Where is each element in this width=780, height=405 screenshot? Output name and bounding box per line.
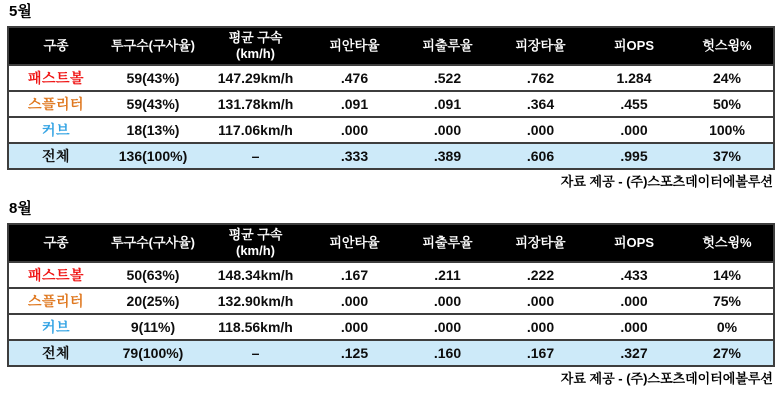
column-header-obp-against: 피출루율 bbox=[401, 27, 494, 65]
column-header-ops-against: 피OPS bbox=[587, 27, 681, 65]
stat-cell: 118.56km/h bbox=[203, 314, 308, 340]
row-label-total: 전체 bbox=[8, 340, 103, 366]
table-row-fastball bbox=[8, 262, 774, 288]
stat-cell: 9(11%) bbox=[103, 314, 203, 340]
stat-cell: – bbox=[203, 143, 308, 169]
stat-cell: 50(63%) bbox=[103, 262, 203, 288]
stat-cell: 148.34km/h bbox=[203, 262, 308, 288]
stat-cell: .222 bbox=[494, 262, 587, 288]
page bbox=[0, 3, 780, 405]
stat-cell: .455 bbox=[587, 91, 681, 117]
stat-cell: .433 bbox=[587, 262, 681, 288]
column-header-slg-against: 피장타율 bbox=[494, 27, 587, 65]
table-row-splitter bbox=[8, 288, 774, 314]
row-label-curve: 커브 bbox=[8, 117, 103, 143]
stat-cell: .995 bbox=[587, 143, 681, 169]
stat-cell: .000 bbox=[587, 117, 681, 143]
stat-cell: 14% bbox=[681, 262, 774, 288]
column-header-obp-against: 피출루율 bbox=[401, 224, 494, 262]
column-header-avg-against: 피안타율 bbox=[308, 27, 401, 65]
stat-cell: 79(100%) bbox=[103, 340, 203, 366]
stats-table-may bbox=[7, 26, 775, 170]
stat-cell: 18(13%) bbox=[103, 117, 203, 143]
stat-cell: .091 bbox=[308, 91, 401, 117]
stat-cell: 59(43%) bbox=[103, 91, 203, 117]
stat-cell: .000 bbox=[401, 288, 494, 314]
stat-cell: 27% bbox=[681, 340, 774, 366]
stat-cell: – bbox=[203, 340, 308, 366]
stat-cell: .000 bbox=[494, 314, 587, 340]
row-label-splitter: 스플리터 bbox=[8, 288, 103, 314]
row-label-fastball: 패스트볼 bbox=[8, 65, 103, 91]
column-header-slg-against: 피장타율 bbox=[494, 224, 587, 262]
stat-cell: .160 bbox=[401, 340, 494, 366]
stat-cell: .167 bbox=[308, 262, 401, 288]
stat-cell: 147.29km/h bbox=[203, 65, 308, 91]
stat-cell: 131.78km/h bbox=[203, 91, 308, 117]
data-credit: 자료 제공 - (주)스포츠데이터에볼루션 bbox=[560, 371, 773, 386]
table-row-total bbox=[8, 143, 774, 169]
row-label-splitter: 스플리터 bbox=[8, 91, 103, 117]
stat-cell: .333 bbox=[308, 143, 401, 169]
stat-cell: .000 bbox=[308, 288, 401, 314]
stats-table-august bbox=[7, 223, 775, 367]
stat-cell: .476 bbox=[308, 65, 401, 91]
stat-cell: 1.284 bbox=[587, 65, 681, 91]
stat-cell: 117.06km/h bbox=[203, 117, 308, 143]
stat-cell: 59(43%) bbox=[103, 65, 203, 91]
stat-cell: 50% bbox=[681, 91, 774, 117]
stat-cell: .000 bbox=[308, 117, 401, 143]
column-header-avg-against: 피안타율 bbox=[308, 224, 401, 262]
column-header-pitch-type: 구종 bbox=[8, 224, 103, 262]
stat-cell: .364 bbox=[494, 91, 587, 117]
table-row-fastball bbox=[8, 65, 774, 91]
stat-cell: 100% bbox=[681, 117, 774, 143]
column-header-whiff-rate: 헛스윙% bbox=[681, 224, 774, 262]
table-row-splitter bbox=[8, 91, 774, 117]
column-header-whiff-rate: 헛스윙% bbox=[681, 27, 774, 65]
stat-cell: .091 bbox=[401, 91, 494, 117]
column-header-avg-speed: 평균 구속 (km/h) bbox=[203, 224, 308, 262]
stat-cell: 20(25%) bbox=[103, 288, 203, 314]
row-label-fastball: 패스트볼 bbox=[8, 262, 103, 288]
stat-cell: 37% bbox=[681, 143, 774, 169]
table-row-curve bbox=[8, 314, 774, 340]
stat-cell: .000 bbox=[494, 117, 587, 143]
column-header-pitch-count: 투구수(구사율) bbox=[103, 27, 203, 65]
table-header-row bbox=[8, 224, 774, 262]
stat-cell: .125 bbox=[308, 340, 401, 366]
table-header-row bbox=[8, 27, 774, 65]
stat-cell: .167 bbox=[494, 340, 587, 366]
row-label-curve: 커브 bbox=[8, 314, 103, 340]
stat-cell: .389 bbox=[401, 143, 494, 169]
stat-cell: .211 bbox=[401, 262, 494, 288]
stat-cell: 24% bbox=[681, 65, 774, 91]
section-title: 8월 bbox=[9, 200, 32, 217]
data-credit: 자료 제공 - (주)스포츠데이터에볼루션 bbox=[560, 174, 773, 189]
stat-cell: .000 bbox=[401, 314, 494, 340]
column-header-pitch-count: 투구수(구사율) bbox=[103, 224, 203, 262]
stat-cell: .606 bbox=[494, 143, 587, 169]
stat-cell: 132.90km/h bbox=[203, 288, 308, 314]
month-section-may bbox=[0, 3, 780, 189]
stat-cell: .000 bbox=[401, 117, 494, 143]
month-section-august bbox=[0, 200, 780, 386]
row-label-total: 전체 bbox=[8, 143, 103, 169]
column-header-ops-against: 피OPS bbox=[587, 224, 681, 262]
stat-cell: .000 bbox=[587, 314, 681, 340]
section-title: 5월 bbox=[9, 3, 32, 20]
table-row-curve bbox=[8, 117, 774, 143]
stat-cell: .522 bbox=[401, 65, 494, 91]
stat-cell: 136(100%) bbox=[103, 143, 203, 169]
stat-cell: 0% bbox=[681, 314, 774, 340]
column-header-avg-speed: 평균 구속 (km/h) bbox=[203, 27, 308, 65]
stat-cell: .000 bbox=[494, 288, 587, 314]
stat-cell: .762 bbox=[494, 65, 587, 91]
stat-cell: .000 bbox=[308, 314, 401, 340]
table-row-total bbox=[8, 340, 774, 366]
stat-cell: .327 bbox=[587, 340, 681, 366]
stat-cell: 75% bbox=[681, 288, 774, 314]
stat-cell: .000 bbox=[587, 288, 681, 314]
column-header-pitch-type: 구종 bbox=[8, 27, 103, 65]
